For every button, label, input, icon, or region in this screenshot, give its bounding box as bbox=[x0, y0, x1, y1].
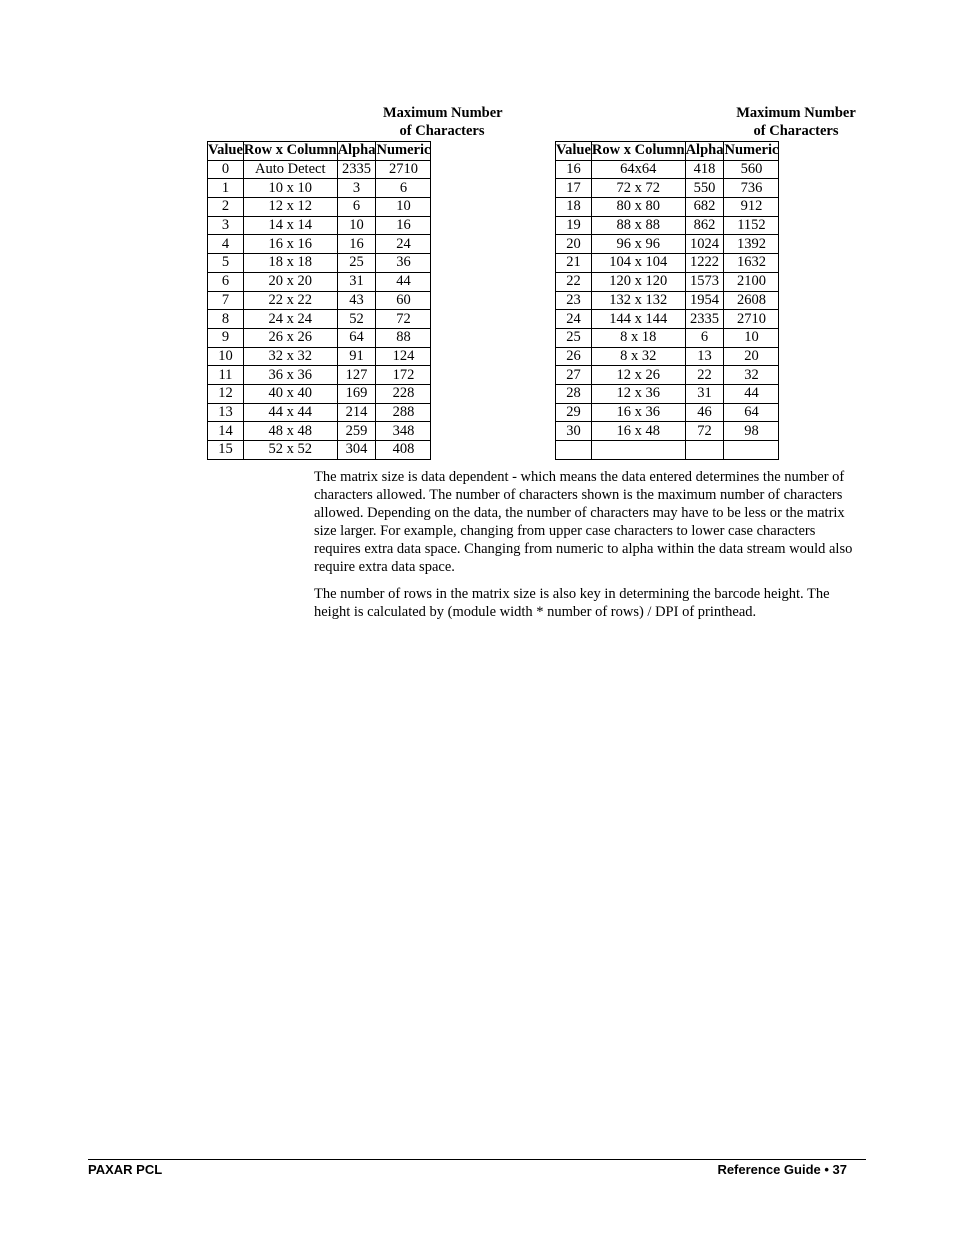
cell-value: 9 bbox=[208, 328, 244, 347]
heading-line-1: Maximum Number bbox=[383, 105, 503, 121]
cell-alpha: 682 bbox=[685, 198, 724, 217]
cell-row-x-column: 104 x 104 bbox=[591, 254, 685, 273]
cell-alpha: 10 bbox=[337, 216, 376, 235]
cell-value: 6 bbox=[208, 272, 244, 291]
cell-value: 27 bbox=[556, 366, 592, 385]
cell-row-x-column: 12 x 26 bbox=[591, 366, 685, 385]
table-row bbox=[208, 160, 431, 179]
table-row bbox=[556, 347, 779, 366]
cell-row-x-column bbox=[591, 441, 685, 460]
cell-alpha: 418 bbox=[685, 160, 724, 179]
cell-numeric bbox=[724, 441, 779, 460]
table-row bbox=[556, 422, 779, 441]
col-header-numeric: Numeric bbox=[376, 142, 431, 159]
footer-product-name: PAXAR PCL bbox=[88, 1162, 163, 1177]
cell-row-x-column: 144 x 144 bbox=[591, 310, 685, 329]
table-row bbox=[556, 254, 779, 273]
cell-value: 18 bbox=[556, 198, 592, 217]
footer-rule bbox=[88, 1159, 866, 1160]
cell-numeric: 124 bbox=[376, 347, 431, 366]
table-row bbox=[208, 366, 431, 385]
cell-row-x-column: 40 x 40 bbox=[243, 384, 337, 403]
cell-row-x-column: 8 x 18 bbox=[591, 328, 685, 347]
cell-value: 21 bbox=[556, 254, 592, 273]
table-row bbox=[556, 235, 779, 254]
cell-value: 26 bbox=[556, 347, 592, 366]
cell-alpha: 1222 bbox=[685, 254, 724, 273]
cell-alpha: 259 bbox=[337, 422, 376, 441]
cell-alpha: 1024 bbox=[685, 235, 724, 254]
cell-row-x-column: 52 x 52 bbox=[243, 441, 337, 460]
cell-alpha: 13 bbox=[685, 347, 724, 366]
cell-value: 11 bbox=[208, 366, 244, 385]
col-header-row-x-column: Row x Column bbox=[243, 142, 337, 159]
cell-row-x-column: 72 x 72 bbox=[591, 179, 685, 198]
body-paragraph-matrix-size: The matrix size is data dependent - which means the data entered determines the number of characters allowed. The number of characters shown is the maximum number of characters allowed. Depending on the data, the number of characters may have to be less or the matrix size larger. For example, changing from upper case characters to lower case characters requires extra data space. Changing from numeric to alpha within the data stream would also require extra data space. bbox=[314, 469, 853, 575]
cell-row-x-column: 26 x 26 bbox=[243, 328, 337, 347]
table-row bbox=[556, 198, 779, 217]
cell-numeric: 228 bbox=[376, 384, 431, 403]
table-row bbox=[208, 272, 431, 291]
cell-value: 2 bbox=[208, 198, 244, 217]
cell-numeric: 44 bbox=[724, 384, 779, 403]
cell-value: 22 bbox=[556, 272, 592, 291]
cell-row-x-column: 8 x 32 bbox=[591, 347, 685, 366]
cell-alpha: 43 bbox=[337, 291, 376, 310]
header-row bbox=[208, 142, 431, 161]
table-row bbox=[208, 235, 431, 254]
cell-numeric: 2608 bbox=[724, 291, 779, 310]
cell-value: 13 bbox=[208, 403, 244, 422]
cell-alpha: 862 bbox=[685, 216, 724, 235]
cell-value: 3 bbox=[208, 216, 244, 235]
cell-alpha: 22 bbox=[685, 366, 724, 385]
cell-numeric: 10 bbox=[376, 198, 431, 217]
cell-numeric: 72 bbox=[376, 310, 431, 329]
cell-value: 17 bbox=[556, 179, 592, 198]
cell-row-x-column: 36 x 36 bbox=[243, 366, 337, 385]
cell-value: 8 bbox=[208, 310, 244, 329]
cell-numeric: 736 bbox=[724, 179, 779, 198]
cell-row-x-column: 12 x 36 bbox=[591, 384, 685, 403]
cell-alpha: 91 bbox=[337, 347, 376, 366]
table-row bbox=[556, 179, 779, 198]
heading-line-1: Maximum Number bbox=[736, 105, 856, 121]
cell-alpha: 1573 bbox=[685, 272, 724, 291]
cell-numeric: 98 bbox=[724, 422, 779, 441]
matrix-size-table-right bbox=[555, 141, 779, 460]
table-row bbox=[556, 384, 779, 403]
col-header-numeric: Numeric bbox=[724, 142, 779, 159]
cell-value: 12 bbox=[208, 384, 244, 403]
cell-numeric: 16 bbox=[376, 216, 431, 235]
cell-numeric: 6 bbox=[376, 179, 431, 198]
cell-row-x-column: 80 x 80 bbox=[591, 198, 685, 217]
col-header-alpha: Alpha bbox=[337, 142, 376, 159]
cell-value bbox=[556, 441, 592, 460]
cell-row-x-column: 20 x 20 bbox=[243, 272, 337, 291]
max-chars-heading bbox=[383, 104, 501, 140]
heading-line-2: of Characters bbox=[399, 123, 485, 139]
cell-value: 20 bbox=[556, 235, 592, 254]
cell-numeric: 64 bbox=[724, 403, 779, 422]
cell-alpha: 16 bbox=[337, 235, 376, 254]
cell-row-x-column: 64x64 bbox=[591, 160, 685, 179]
cell-value: 14 bbox=[208, 422, 244, 441]
cell-numeric: 408 bbox=[376, 441, 431, 460]
cell-alpha: 304 bbox=[337, 441, 376, 460]
cell-numeric: 24 bbox=[376, 235, 431, 254]
cell-numeric: 560 bbox=[724, 160, 779, 179]
table-row bbox=[556, 441, 779, 460]
cell-row-x-column: 120 x 120 bbox=[591, 272, 685, 291]
cell-value: 19 bbox=[556, 216, 592, 235]
cell-numeric: 2710 bbox=[376, 160, 431, 179]
matrix-size-table-left bbox=[207, 141, 431, 460]
table-row bbox=[556, 310, 779, 329]
cell-alpha: 72 bbox=[685, 422, 724, 441]
cell-row-x-column: 18 x 18 bbox=[243, 254, 337, 273]
table-row bbox=[208, 403, 431, 422]
cell-numeric: 1392 bbox=[724, 235, 779, 254]
cell-value: 5 bbox=[208, 254, 244, 273]
cell-numeric: 10 bbox=[724, 328, 779, 347]
cell-alpha: 52 bbox=[337, 310, 376, 329]
cell-value: 7 bbox=[208, 291, 244, 310]
cell-alpha: 6 bbox=[337, 198, 376, 217]
cell-numeric: 32 bbox=[724, 366, 779, 385]
table-row bbox=[208, 347, 431, 366]
cell-alpha: 46 bbox=[685, 403, 724, 422]
cell-value: 4 bbox=[208, 235, 244, 254]
col-header-row-x-column: Row x Column bbox=[591, 142, 685, 159]
table-row bbox=[556, 328, 779, 347]
cell-value: 10 bbox=[208, 347, 244, 366]
cell-alpha bbox=[685, 441, 724, 460]
table-row bbox=[208, 198, 431, 217]
cell-numeric: 2710 bbox=[724, 310, 779, 329]
cell-alpha: 31 bbox=[685, 384, 724, 403]
cell-value: 30 bbox=[556, 422, 592, 441]
cell-value: 16 bbox=[556, 160, 592, 179]
table-row bbox=[556, 403, 779, 422]
cell-numeric: 2100 bbox=[724, 272, 779, 291]
cell-alpha: 31 bbox=[337, 272, 376, 291]
cell-value: 23 bbox=[556, 291, 592, 310]
cell-numeric: 1152 bbox=[724, 216, 779, 235]
cell-numeric: 60 bbox=[376, 291, 431, 310]
table-row bbox=[556, 272, 779, 291]
header-row bbox=[556, 142, 779, 161]
cell-numeric: 36 bbox=[376, 254, 431, 273]
table-row bbox=[208, 441, 431, 460]
table-row bbox=[208, 384, 431, 403]
cell-value: 28 bbox=[556, 384, 592, 403]
col-header-value: Value bbox=[208, 142, 243, 159]
cell-row-x-column: 16 x 36 bbox=[591, 403, 685, 422]
col-header-alpha: Alpha bbox=[685, 142, 724, 159]
cell-numeric: 912 bbox=[724, 198, 779, 217]
table-row bbox=[556, 216, 779, 235]
cell-alpha: 1954 bbox=[685, 291, 724, 310]
cell-row-x-column: 96 x 96 bbox=[591, 235, 685, 254]
body-paragraph-barcode-height: The number of rows in the matrix size is also key in determining the barcode height. The height is calculated by (module width * number of rows) / DPI of printhead. bbox=[314, 586, 830, 620]
cell-row-x-column: 16 x 16 bbox=[243, 235, 337, 254]
table-row bbox=[556, 366, 779, 385]
cell-row-x-column: 12 x 12 bbox=[243, 198, 337, 217]
cell-numeric: 20 bbox=[724, 347, 779, 366]
cell-numeric: 172 bbox=[376, 366, 431, 385]
cell-row-x-column: 132 x 132 bbox=[591, 291, 685, 310]
cell-row-x-column: Auto Detect bbox=[243, 160, 337, 179]
cell-numeric: 1632 bbox=[724, 254, 779, 273]
cell-alpha: 127 bbox=[337, 366, 376, 385]
table-row bbox=[208, 254, 431, 273]
col-header-value: Value bbox=[556, 142, 591, 159]
cell-row-x-column: 16 x 48 bbox=[591, 422, 685, 441]
cell-alpha: 3 bbox=[337, 179, 376, 198]
cell-alpha: 169 bbox=[337, 384, 376, 403]
cell-value: 15 bbox=[208, 441, 244, 460]
cell-alpha: 550 bbox=[685, 179, 724, 198]
cell-numeric: 288 bbox=[376, 403, 431, 422]
table-row bbox=[556, 160, 779, 179]
heading-line-2: of Characters bbox=[753, 123, 839, 139]
table-row bbox=[208, 310, 431, 329]
max-chars-heading bbox=[729, 104, 863, 140]
table-row bbox=[208, 216, 431, 235]
cell-row-x-column: 48 x 48 bbox=[243, 422, 337, 441]
cell-alpha: 25 bbox=[337, 254, 376, 273]
cell-row-x-column: 32 x 32 bbox=[243, 347, 337, 366]
table-row bbox=[208, 328, 431, 347]
cell-value: 24 bbox=[556, 310, 592, 329]
cell-value: 1 bbox=[208, 179, 244, 198]
cell-alpha: 6 bbox=[685, 328, 724, 347]
cell-alpha: 214 bbox=[337, 403, 376, 422]
table-row bbox=[208, 179, 431, 198]
cell-numeric: 348 bbox=[376, 422, 431, 441]
cell-row-x-column: 22 x 22 bbox=[243, 291, 337, 310]
cell-numeric: 88 bbox=[376, 328, 431, 347]
cell-value: 25 bbox=[556, 328, 592, 347]
cell-row-x-column: 44 x 44 bbox=[243, 403, 337, 422]
cell-row-x-column: 14 x 14 bbox=[243, 216, 337, 235]
cell-row-x-column: 10 x 10 bbox=[243, 179, 337, 198]
cell-value: 0 bbox=[208, 160, 244, 179]
cell-value: 29 bbox=[556, 403, 592, 422]
cell-row-x-column: 24 x 24 bbox=[243, 310, 337, 329]
cell-alpha: 64 bbox=[337, 328, 376, 347]
cell-alpha: 2335 bbox=[337, 160, 376, 179]
table-row bbox=[208, 291, 431, 310]
cell-numeric: 44 bbox=[376, 272, 431, 291]
footer-page-label: Reference Guide • 37 bbox=[717, 1162, 847, 1177]
table-row bbox=[208, 422, 431, 441]
cell-row-x-column: 88 x 88 bbox=[591, 216, 685, 235]
cell-alpha: 2335 bbox=[685, 310, 724, 329]
table-row bbox=[556, 291, 779, 310]
